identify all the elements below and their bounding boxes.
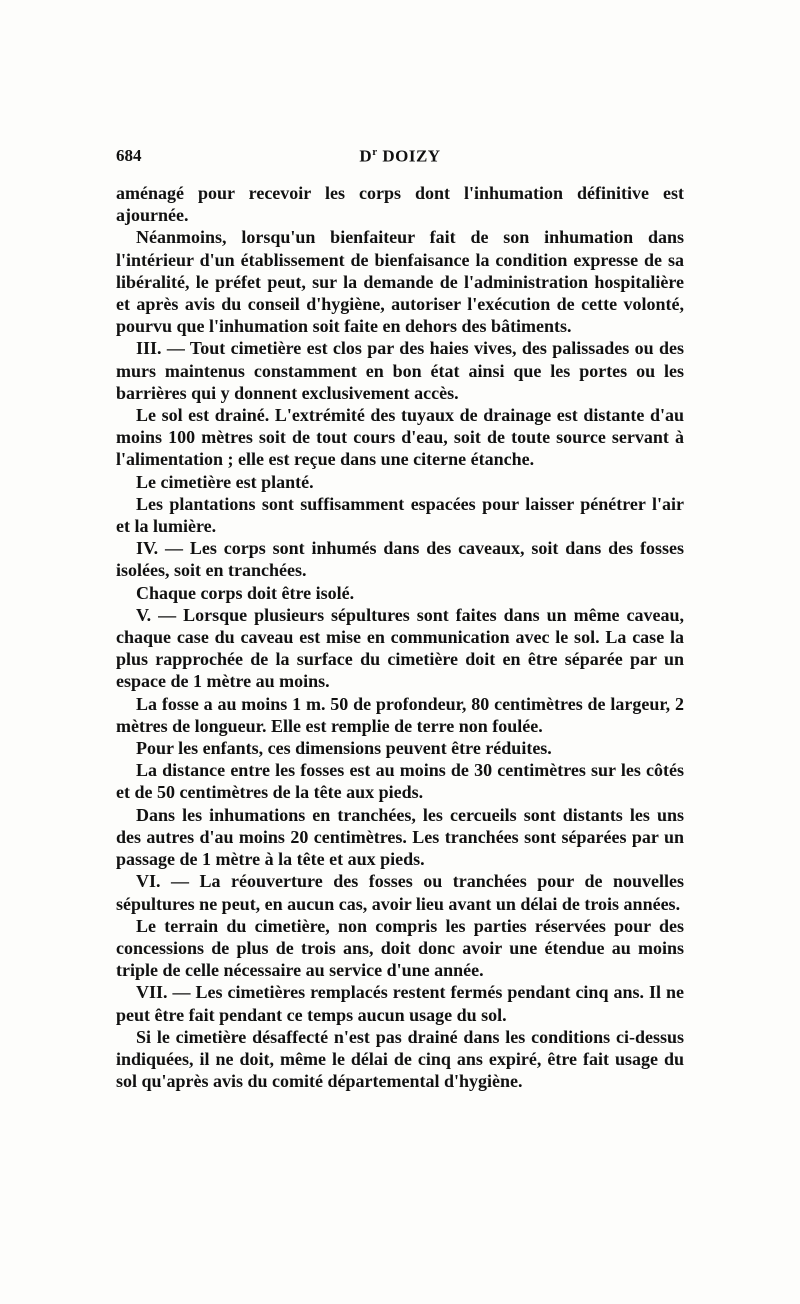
running-head bbox=[116, 146, 684, 167]
paragraph: Néanmoins, lorsqu'un bienfaiteur fait de son inhumation dans l'intérieur d'un établissement de bienfaisance la condition expresse de sa libéralité, le préfet peut, sur la demande de l'administration hospitalière et après avis du conseil d'hygiène, autoriser l'exécution de cette volonté, pourvu que l'inhumation soit faite en dehors des bâtiments. bbox=[116, 227, 684, 337]
body-text bbox=[116, 182, 684, 1092]
paragraph: La distance entre les fosses est au moins de 30 centimètres sur les côtés et de 50 centimètres de la tête aux pieds. bbox=[116, 760, 684, 803]
running-head-superscript: r bbox=[372, 146, 378, 158]
paragraph: Le terrain du cimetière, non compris les parties réservées pour des concessions de plus de trois ans, doit donc avoir une étendue au moins triple de celle nécessaire au service d'une année. bbox=[116, 915, 684, 981]
paragraph: Chaque corps doit être isolé. bbox=[136, 582, 355, 603]
paragraph: La fosse a au moins 1 m. 50 de profondeur, 80 centimètres de largeur, 2 mètres de longueur. Elle est remplie de terre non foulée. bbox=[116, 693, 684, 736]
running-head-title: DOIZY bbox=[382, 146, 441, 166]
paragraph: Le cimetière est planté. bbox=[136, 471, 314, 492]
page-header bbox=[116, 146, 684, 172]
page-number: 684 bbox=[116, 146, 142, 165]
paragraph: VI. — La réouverture des fosses ou tranchées pour de nouvelles sépultures ne peut, en aucun cas, avoir lieu avant un délai de trois années. bbox=[116, 871, 684, 914]
running-head-prefix: D bbox=[359, 146, 373, 166]
paragraph: Les plantations sont suffisamment espacées pour laisser pénétrer l'air et la lumière. bbox=[116, 493, 684, 537]
paragraph: Dans les inhumations en tranchées, les cercueils sont distants les uns des autres d'au moins 20 centimètres. Les tranchées sont séparées par un passage de 1 mètre à la tête et aux pieds. bbox=[116, 804, 684, 870]
paragraph: Si le cimetière désaffecté n'est pas drainé dans les conditions ci-dessus indiquées, il ne doit, même le délai de cinq ans expiré, être fait usage du sol qu'après avis du comité départemental d'hygiène. bbox=[116, 1026, 684, 1092]
paragraph: Le sol est drainé. L'extrémité des tuyaux de drainage est distante d'au moins 100 mètres soit de tout cours d'eau, soit de toute source servant à l'alimentation ; elle est reçue dans une citerne étanche. bbox=[116, 405, 684, 470]
paragraph: III. — Tout cimetière est clos par des haies vives, des palissades ou des murs maintenus constamment en bon état ainsi que les portes ou les barrières qui y donnent exclusivement accès. bbox=[116, 338, 684, 403]
paragraph: Pour les enfants, ces dimensions peuvent être réduites. bbox=[136, 738, 552, 759]
paragraph: IV. — Les corps sont inhumés dans des caveaux, soit dans des fosses isolées, soit en tranchées. bbox=[116, 538, 684, 581]
paragraph: aménagé pour recevoir les corps dont l'inhumation définitive est ajournée. bbox=[116, 183, 684, 226]
paragraph: V. — Lorsque plusieurs sépultures sont faites dans un même caveau, chaque case du caveau est mise en communication avec le sol. La case la plus rapprochée de la surface du cimetière doit en être séparée par un espace de 1 mètre au moins. bbox=[116, 604, 684, 692]
paragraph: VII. — Les cimetières remplacés restent fermés pendant cinq ans. Il ne peut être fait pendant ce temps aucun usage du sol. bbox=[116, 982, 684, 1025]
